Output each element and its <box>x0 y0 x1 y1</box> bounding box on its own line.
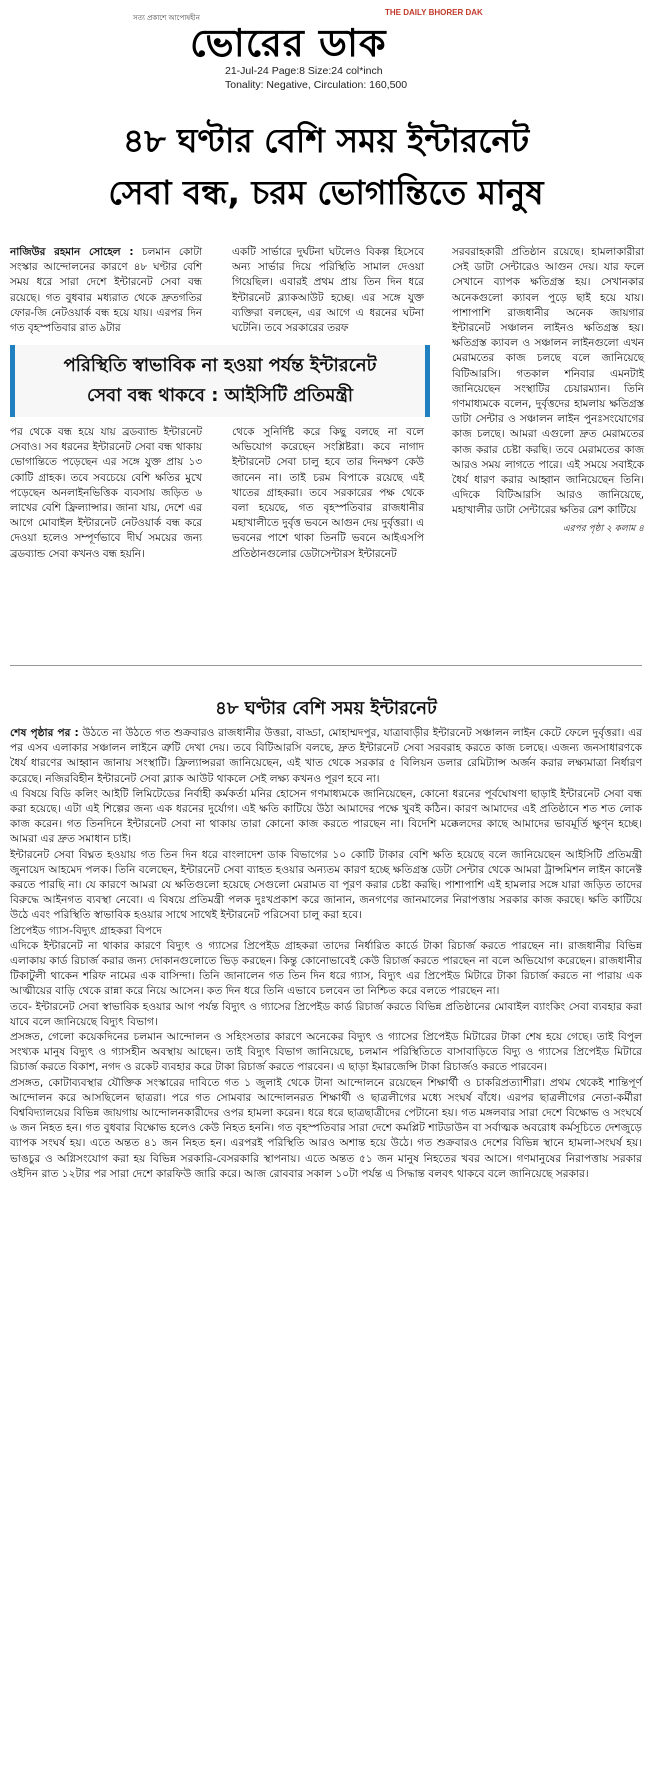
column-2-top-text: একটি সার্ভারে দুর্ঘটনা ঘটলেও বিকল্প হিসেবে অন্য সার্ভার দিয়ে পরিস্থিতি সামাল দেওয়া গিয়েছিল। এবারই প্রথম প্রায় তিন দিন ধরে ইন্টারনেট ব্ল্যাকআউট হচ্ছে। এর সঙ্গে যুক্ত ব্যক্তিরা বলছেন, এর আগে এ ধরনের ঘটনা ঘটেনি। তবে সরকারের তরফ <box>232 246 424 335</box>
column-2-top <box>232 245 424 336</box>
continuation-subheading: প্রিপেইড গ্যাস-বিদ্যুৎ গ্রাহকরা বিপদে <box>10 924 162 937</box>
column-1-top <box>10 245 202 336</box>
subheadline-line-1: পরিস্থিতি স্বাভাবিক না হওয়া পর্যন্ত ইন্টারনেট <box>63 355 377 376</box>
continuation-body <box>10 726 642 1182</box>
column-3-text: সরবরাহকারী প্রতিষ্ঠান রয়েছে। হামলাকারীরা সেই ডাটা সেন্টারেও আগুন দেয়। যার ফলে সেখানে ব্যাপক ক্ষতিগ্রস্ত হয়। সেখানকার অনেকগুলো ক্যাবল পুড়ে ছাই হয়ে যায়। পাশাপাশি রাজধানীর অনেক জায়গার ইন্টারনেট সঞ্চালন লাইনও ক্ষতিগ্রস্ত হয়। ক্ষতিগ্রস্ত ক্যাবল ও সঞ্চালন লাইনগুলো এখন মেরামতের কাজ চলছে বলে জানিয়েছে বিটিআরসি। গতকাল শনিবার এমনটাই জানিয়েছেন সংস্থাটির চেয়ারম্যান। তিনি গণমাধ্যমকে বলেন, দুর্বৃত্তদের হামলায় ক্ষতিগ্রস্ত ডাটা সেন্টার ও সঞ্চালন লাইন পুনঃসংযোগের কাজ চলছে। আমরা এগুলো দ্রুত মেরামতের কাজ করার চেষ্টা করছি। তবে মেরামতের কাজ আরও সময় লাগতে পারে। এই সময়ে সবাইকে ধৈর্য ধারণ করার আহ্বান জানিয়েছেন তিনি। এদিকে বিটিআরসি আরও জানিয়েছে, মহাখালীর ডাটা সেন্টারের ক্ষতির রেশ কাটিয়ে <box>452 246 644 517</box>
column-1-bottom <box>10 425 202 562</box>
continuation-paragraph: এদিকে ইন্টারনেট না থাকার কারণে বিদ্যুৎ ও গ্যাসের প্রিপেইড গ্রাহকরা তাদের নির্ধারিত কার্ডে টাকা রিচার্জ করতে পারছেন না। রাজধানীর বিভিন্ন এলাকায় কার্ড রিচার্জ করার জন্য দোকানগুলোতে ভিড় করছেন। কিন্তু কোনোভাবেই কেউ রিচার্জ করতে পারছেন না বলে অভিযোগ করেছেন। রাজধানীর টিকাটুলী থাকেন শরিফ নামের এক বাসিন্দা। তিনি জানালেন গত তিন দিন ধরে গ্যাস, বিদ্যুৎ এর প্রিপেইড মিটারে টাকা রিচার্জ করতে না পারায় এক আত্মীয়ের বাড়ি থেকে রান্না করে নিয়ে আসেন। কত দিন ধরে তিনি এভাবে চলবেন তা নিশ্চিত করে বলতে পারছেন না। <box>10 939 642 998</box>
subheadline-line-2: সেবা বন্ধ থাকবে : আইসিটি প্রতিমন্ত্রী <box>86 385 354 406</box>
newspaper-logo: ভোরের ডাক <box>190 21 387 65</box>
masthead-tagline: সত্য প্রকাশে আপোষহীন <box>133 14 200 22</box>
date-line: 21-Jul-24 Page:8 Size:24 col*inch <box>225 65 383 77</box>
continuation-paragraph: তবে- ইন্টারনেট সেবা স্বাভাবিক হওয়ার আগ পর্যন্ত বিদ্যুৎ ও গ্যাসের প্রিপেইড কার্ড রিচার্জ করতে বিভিন্ন প্রতিষ্ঠানের মোবাইল ব্যাংকিং সেবা ব্যবহার করা যাবে বলে জানিয়েছে বিদ্যুৎ বিভাগ। <box>10 1000 642 1028</box>
masthead <box>0 0 652 92</box>
subheadline-box <box>10 345 430 417</box>
headline-line-1: ৪৮ ঘণ্টার বেশি সময় ইন্টারনেট <box>122 121 530 160</box>
masthead-english-name: THE DAILY BHORER DAK <box>385 8 483 17</box>
byline: নাজিউর রহমান সোহেল : <box>10 246 134 258</box>
continuation-paragraph <box>10 726 642 787</box>
continuation-paragraph: এ বিষয়ে বিডি কলিং আইটি লিমিটেডের নির্বাহী কর্মকর্তা মনির হোসেন গণমাধ্যমকে জানিয়েছেন, কোনো ধরনের পূর্বঘোষণা ছাড়াই ইন্টারনেট সেবা বন্ধ করা হয়েছে। এটা এই শিল্পের জন্য এক ধরনের দুর্যোগ। এই ক্ষতি কাটিয়ে উঠা আমাদের পক্ষে খুবই কঠিন। কারণ আমাদের এই প্রতিষ্ঠানে শত শত লোক কাজ করেন। গত তিনদিনে ইন্টারনেট সেবা না থাকায় তারা কোনো কাজ করতে পারছেন না। বিদেশি মক্কেলদের কাছে আমাদের ভাবমূর্তি ক্ষুণ্ন হচ্ছে। আমরা এর দ্রুত সমাধান চাই। <box>10 787 642 846</box>
paragraph-text: উঠতে না উঠতে গত শুক্রবারও রাজধানীর উত্তরা, বাড্ডা, মোহাম্মদপুর, যাত্রাবাড়ীর ইন্টারনেট সঞ্চালন লাইন কেটে ফেলে দুর্বৃত্তরা। এর পর এসব এলাকার সঞ্চালন লাইনে ত্রুটি দেখা দেয়। তবে বিটিআরসি বলছে, দ্রুত ইন্টারনেট সেবা সরবরাহ করতে কাজ চলছে। এজন্য জনসাধারণকে ধৈর্য ধারণের আহ্বান জানায় সংস্থাটি। ফ্রিল্যান্সররা জানিয়েছেন, এই খাত থেকে সরকার ৫ বিলিয়ন ডলার রেমিট্যান্স অর্জন করার লক্ষ্যমাত্রা নির্ধারণ করেছে। নজিরবিহীন ইন্টারনেট সেবা ব্ল্যাক আউট থাকলে সেই লক্ষ্য কখনও পূরণ হবে না। <box>10 727 642 785</box>
continuation-paragraph: প্রসঙ্গত, গেলো কয়েকদিনের চলমান আন্দোলন ও সহিংসতার কারণে অনেকের বিদ্যুৎ ও গ্যাসের প্রিপেইড মিটারের টাকা শেষ হয়ে গেছে। তাই বিপুল সংখ্যক মানুষ বিদ্যুৎ ও গ্যাসহীন অবস্থায় আছেন। তাই বিদ্যুৎ বিভাগ জানিয়েছে, চলমান পরিস্থিতিতে বাসাবাড়িতে বিদ্যু ও গ্যাসের প্রিপেইড মিটারে রিচার্জ করতে বিকাশ, নগদ ও রকেট ব্যবহার করে টাকা রিচার্জ করতে পারবেন। এ ছাড়া ইমারজেন্সি টাকা রিচার্জও করতে পারবেন। <box>10 1031 642 1074</box>
info-line: Tonality: Negative, Circulation: 160,500 <box>225 79 408 91</box>
continuation-title: ৪৮ ঘণ্টার বেশি সময় ইন্টারনেট <box>215 698 437 719</box>
column-3 <box>452 245 644 537</box>
column-1-top-text: চলমান কোটা সংস্কার আন্দোলনের কারণে ৪৮ ঘণ্টার বেশি সময় ধরে সারা দেশে ইন্টারনেট সেবা বন্ধ রয়েছে। গত বুধবার মধ্যরাত থেকে দ্রুতগতির ফোর-জি নেটওয়ার্ক বন্ধ হয়ে যায়। এরপর দিন গত বৃহস্পতিবার রাত ৯টার <box>10 246 202 335</box>
headline-line-2: সেবা বন্ধ, চরম ভোগান্তিতে মানুষ <box>108 173 544 212</box>
section-divider <box>10 665 642 666</box>
continuation-lead: শেষ পৃষ্ঠার পর : <box>10 727 79 739</box>
clipping-meta <box>225 64 407 92</box>
continuation-paragraph: ইন্টারনেট সেবা বিঘ্নত হওয়ায় গত তিন দিন ধরে বাংলাদেশ ডাক বিভাগের ১০ কোটি টাকার বেশি ক্ষতি হয়েছে বলে জানিয়েছেন আইসিটি প্রতিমন্ত্রী জুনায়েদ আহমেদ পলক। তিনি বলেছেন, ইন্টারনেট সেবা ব্যাহত হওয়ার অন্যতম কারণ হচ্ছে ক্ষতিগ্রস্ত ডেটা সেন্টার থেকে আমরা ট্রান্সমিশন লাইন কানেক্ট করতে পারছি না। যে কারণে আমরা যে ক্ষতিগুলো হয়েছে সেগুলো মেরামত বা পূরণ করার চেষ্টা করছি। পাশাপাশি এই হামলার সঙ্গে যারা জড়িত তাদের বিরুদ্ধে আইনগত ব্যবস্থা নেবো। এ বিষয়ে প্রতিমন্ত্রী পলক দুঃখপ্রকাশ করে জানান, জনগণের জানমালের নিরাপত্তায় সরকার কাজ করছে। ক্ষতি কাটিয়ে উঠে এবং পরিস্থিতি স্বাভাবিক হওয়ার সাথে সাথেই ইন্টারনেট পরিসেবা চালু করা হবে। <box>10 848 642 922</box>
column-1-bottom-text: পর থেকে বন্ধ হয়ে যায় ব্রডব্যান্ড ইন্টারনেট সেবাও। সব ধরনের ইন্টারনেট সেবা বন্ধ থাকায় ভোগান্তিতে পড়েছেন এর সঙ্গে যুক্ত প্রায় ১৩ কোটি গ্রাহক। তবে সবচেয়ে বেশি ক্ষতির মুখে পড়েছেন অনলাইনভিত্তিক ব্যবসায় জড়িত ৬ লাখের বেশি ফ্রিল্যান্সার। জানা যায়, দেশে এর আগে মোবাইল ইন্টারনেট নেটওয়ার্ক বন্ধ করে দেওয়া হলেও সম্পূর্ণভাবে দীর্ঘ সময়ের জন্য ব্রডব্যান্ড সেবা কখনও বন্ধ হয়নি। <box>10 426 202 560</box>
continuation-paragraph: প্রসঙ্গত, কোটাব্যবস্থার যৌক্তিক সংস্কারের দাবিতে গত ১ জুলাই থেকে টানা আন্দোলনে রয়েছেন শিক্ষার্থী ও চাকরিপ্রত্যাশীরা। প্রথম থেকেই শান্তিপূর্ণ আন্দোলন করে আসছিলেন ছাত্ররা। পরে গত সোমবার আন্দোলনরত শিক্ষার্থী ও ছাত্রলীগের মধ্যে সংঘর্ষ বাঁধে। এরপর ছাত্রলীগের নেতা-কর্মীরা বিশ্ববিদ্যালয়ের বিভিন্ন জায়গায় আন্দোলনকারীদের ওপর হামলা করেন। ধরে ধরে ছাত্রছাত্রীদের পেটানো হয়। গত মঙ্গলবার সারা দেশে বিক্ষোভ ও সংঘর্ষে ৬ জন নিহত হন। গত বুধবার বিক্ষোভ হলেও কেউ নিহত হননি। গত বৃহস্পতিবার সারা দেশে কমপ্লিট শাটডাউন বা সর্বাত্মক অবরোধ কর্মসূচিতে দেশজুড়ে ব্যাপক সংঘর্ষ হয়। এতে অন্তত ৪১ জন নিহত হন। এরপরই পরিস্থিতি আরও অশান্ত হয়ে উঠে। গত শুক্রবারও দেশের বিভিন্ন স্থানে হামলা-সংঘর্ষ হয়। ভাঙচুর ও অগ্নিসংযোগ করা হয় বিভিন্ন সরকারি-বেসরকারি স্থাপনায়। এতে অন্তত ৫১ জন মানুষ নিহতের খবর আসে। গণমানুষের নিরাপত্তায় সরকার ওইদিন রাত ১২টার পর সারা দেশে কারফিউ জারি করে। আজ রোববার সকাল ১০টা পর্যন্ত এ সিদ্ধান্ত বলবৎ থাকবে বলে জানিয়েছে সরকার। <box>10 1076 642 1180</box>
column-2-bottom <box>232 425 424 562</box>
column-2-bottom-text: থেকে সুনির্দিষ্ট করে কিছু বলছে না বলে অভিযোগ করেছেন সংশ্লিষ্টরা। কবে নাগাদ ইন্টারনেট সেবা চালু হবে তার দিনক্ষণ কেউ জানেন না। তাই চরম বিপাকে রয়েছে এই খাতের গ্রাহকরা। তবে সরকারের পক্ষ থেকে বলা হয়েছে, গত বৃহস্পতিবার রাজধানীর মহাখালীতে দুর্বৃত্ত ভবনে আগুন দেয় দুর্বৃত্তরা। এ ভবনের পাশে থাকা তিনটি ভবনে আইএসপি প্রতিষ্ঠানগুলোর ডেটাসেন্টারস ইন্টারনেট <box>232 426 424 560</box>
jump-note: এরপর পৃষ্ঠা ২ কলাম ৪ <box>562 523 644 534</box>
article-headline <box>8 115 644 219</box>
